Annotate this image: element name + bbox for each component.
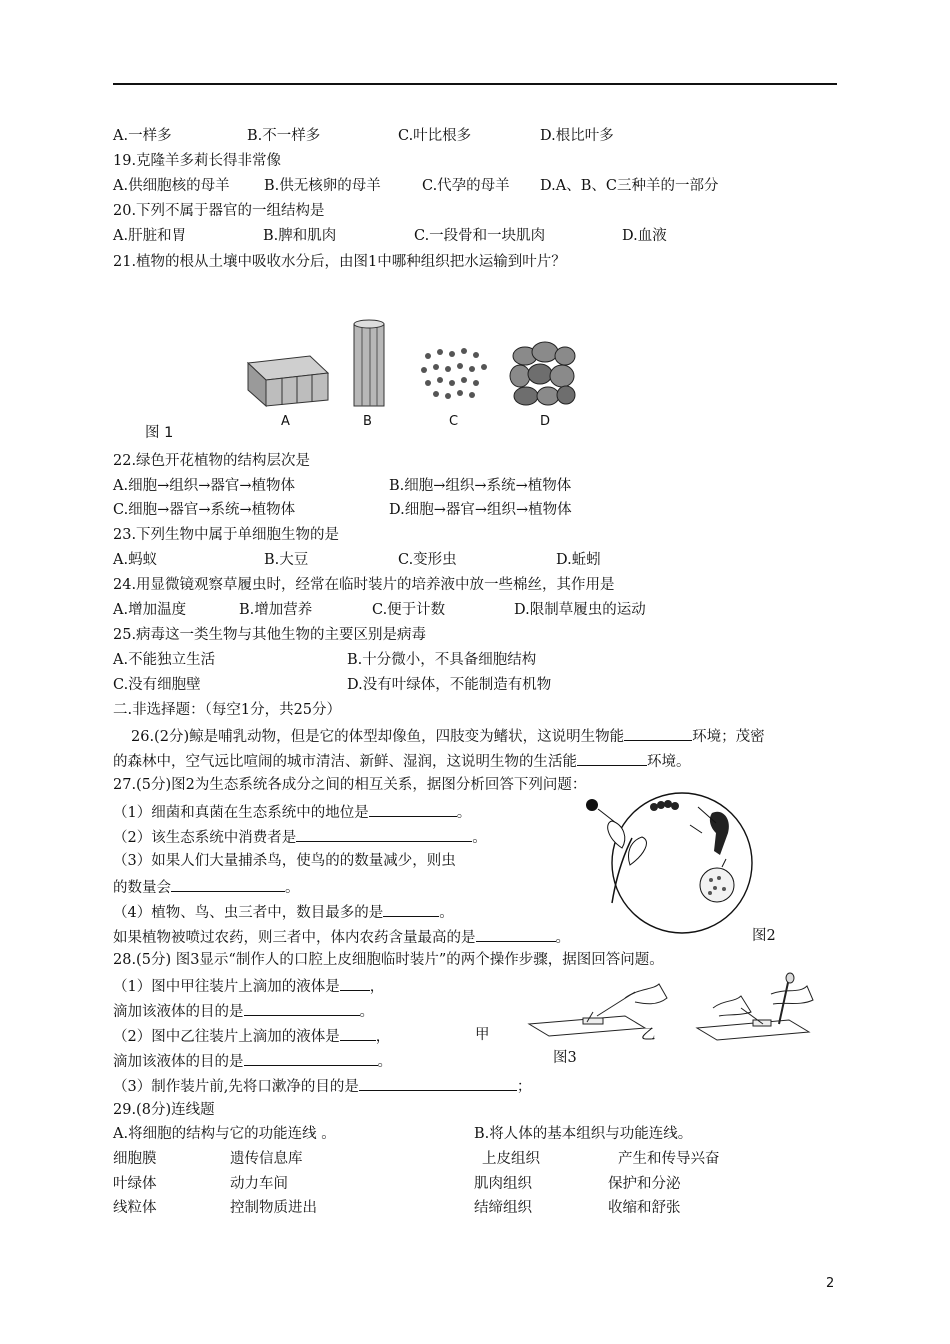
q28-blank-2[interactable]: [244, 1000, 360, 1016]
q29-cell-structure[interactable]: 线粒体: [113, 1200, 157, 1216]
q28-part-2a-text: （2）图中乙往装片上滴加的液体是: [113, 1029, 340, 1045]
q24-option-b[interactable]: B.增加营养: [239, 602, 313, 618]
figure-1-tissues: [240, 318, 600, 410]
caterpillar-icon: [650, 800, 679, 811]
q18-option-c[interactable]: C.叶比根多: [398, 128, 472, 144]
q25-option-b[interactable]: B.十分微小，不具备细胞结构: [347, 652, 537, 668]
q25-option-c[interactable]: C.没有细胞壁: [113, 677, 201, 693]
q29-cell-function[interactable]: 控制物质进出: [230, 1200, 317, 1216]
q27-part-4-text: （4）植物、鸟、虫三者中，数目最多的是: [113, 905, 384, 921]
q26-text-2b: 环境。: [647, 754, 691, 770]
q28-part-2c: [113, 1050, 392, 1072]
q26-text-2a: 的森林中，空气远比喧闹的城市清洁、新鲜、湿润，这说明生物的生活能: [113, 754, 577, 770]
q28-stem: 28.(5分) 图3显示“制作人的口腔上皮细胞临时装片”的两个操作步骤，据图回答问题。: [113, 952, 664, 968]
q20-stem: 20.下列不属于器官的一组结构是: [113, 203, 325, 219]
q27-part-3b-text: 的数量会: [113, 880, 171, 896]
q29-part-a-heading: A.将细胞的结构与它的功能连线 。: [113, 1126, 336, 1142]
q29-cell-function[interactable]: 遗传信息库: [230, 1151, 303, 1167]
q28-blank-4[interactable]: [244, 1050, 378, 1066]
q29-tissue-function[interactable]: 产生和传导兴奋: [618, 1151, 720, 1167]
q27-part-5: [113, 926, 570, 948]
q24-option-a[interactable]: A.增加温度: [113, 602, 187, 618]
q28-part-1a-text: （1）图中甲往装片上滴加的液体是: [113, 979, 340, 995]
sun-icon: [586, 799, 598, 811]
q27-blank-2[interactable]: [296, 826, 472, 842]
q28-blank-5[interactable]: [359, 1075, 517, 1091]
q22-option-d[interactable]: D.细胞→器官→组织→植物体: [389, 502, 572, 518]
q27-stem: 27.(5分)图2为生态系统各成分之间的相互关系，据图分析回答下列问题：: [113, 777, 587, 793]
q27-part-3b: [113, 876, 300, 898]
figure-1-label-b: B: [363, 414, 372, 429]
figure-2-ecosystem: [582, 793, 752, 923]
q27-part-2: [113, 826, 487, 848]
figure-3-label-yi: 乙: [641, 1027, 656, 1043]
q19-option-d[interactable]: D.A、B、C三种羊的一部分: [540, 178, 719, 194]
q27-part-3-end: 。: [285, 880, 300, 896]
q18-option-d[interactable]: D.根比叶多: [540, 128, 614, 144]
q23-option-d[interactable]: D.蚯蚓: [556, 552, 601, 568]
q19-option-a[interactable]: A.供细胞核的母羊: [113, 178, 230, 194]
q27-part-5-text: 如果植物被喷过农药，则三者中，体内农药含量最高的是: [113, 930, 476, 946]
header-rule: [113, 83, 837, 85]
q28-part-2b-text: ，: [375, 1029, 391, 1045]
slide-step-jia-image: [529, 984, 667, 1036]
q22-option-b[interactable]: B.细胞→组织→系统→植物体: [389, 478, 572, 494]
q26-blank-2[interactable]: [577, 750, 647, 766]
q24-stem: 24.用显微镜观察草履虫时，经常在临时装片的培养液中放一些棉丝，其作用是: [113, 577, 615, 593]
q18-option-a[interactable]: A.一样多: [113, 128, 172, 144]
q22-option-a[interactable]: A.细胞→组织→器官→植物体: [113, 478, 296, 494]
figure-3-caption: 图3: [553, 1050, 577, 1066]
q25-stem: 25.病毒这一类生物与其他生物的主要区别是病毒: [113, 627, 427, 643]
q18-option-b[interactable]: B.不一样多: [247, 128, 321, 144]
q28-blank-1[interactable]: [340, 975, 370, 991]
q27-part-1: [113, 801, 471, 823]
figure-1-label-a: A: [281, 414, 290, 429]
q28-part-3-text: （3）制作装片前,先将口漱净的目的是: [113, 1079, 359, 1095]
q26-line-2: [113, 750, 691, 772]
figure-3-slide-steps: [527, 972, 827, 1052]
q24-option-d[interactable]: D.限制草履虫的运动: [514, 602, 646, 618]
slide-step-yi-image: [697, 973, 813, 1040]
q20-option-d[interactable]: D.血液: [622, 228, 667, 244]
q28-part-3-end: ；: [516, 1079, 532, 1095]
q19-option-b[interactable]: B.供无核卵的母羊: [264, 178, 381, 194]
tissue-d-image: [510, 342, 575, 405]
q19-option-c[interactable]: C.代孕的母羊: [422, 178, 510, 194]
figure-2-caption: 图2: [752, 928, 776, 944]
q29-tissue[interactable]: 肌肉组织: [474, 1176, 532, 1192]
q28-part-1a: [113, 975, 384, 997]
figure-1-caption: 图 1: [145, 425, 174, 441]
q27-part-4-end: 。: [439, 905, 454, 921]
q27-part-3a: （3）如果人们大量捕杀鸟，使鸟的的数量减少，则虫: [113, 853, 456, 869]
q27-part-1-text: （1）细菌和真菌在生态系统中的地位是: [113, 805, 369, 821]
q27-part-2-text: （2）该生态系统中消费者是: [113, 830, 297, 846]
q29-tissue-function[interactable]: 收缩和舒张: [608, 1200, 681, 1216]
q26-blank-1[interactable]: [624, 725, 692, 741]
plant-icon: [608, 821, 647, 903]
q25-option-d[interactable]: D.没有叶绿体，不能制造有机物: [347, 677, 552, 693]
q23-option-b[interactable]: B.大豆: [264, 552, 309, 568]
q29-part-b-heading: B.将人体的基本组织与功能连线。: [474, 1126, 693, 1142]
tissue-a-image: [248, 356, 328, 406]
q19-stem: 19.克隆羊多莉长得非常像: [113, 153, 282, 169]
q23-stem: 23.下列生物中属于单细胞生物的是: [113, 527, 340, 543]
q26-text-1a: 26.(2分)鲸是哺乳动物，但是它的体型却像鱼，四肢变为鳍状，这说明生物能: [131, 729, 625, 745]
q28-part-2-end: 。: [377, 1054, 392, 1070]
microbe-icon: [700, 868, 734, 902]
q29-tissue[interactable]: 结缔组织: [474, 1200, 532, 1216]
q26-line-1: [131, 725, 765, 747]
q24-option-c[interactable]: C.便于计数: [372, 602, 446, 618]
q27-blank-3[interactable]: [171, 876, 285, 892]
q28-blank-3[interactable]: [340, 1025, 376, 1041]
figure-1-label-d: D: [540, 414, 551, 429]
q20-option-a[interactable]: A.肝脏和胃: [113, 228, 187, 244]
q29-stem: 29.(8分)连线题: [113, 1102, 215, 1118]
q29-cell-function[interactable]: 动力车间: [230, 1176, 288, 1192]
q28-part-2a: [113, 1025, 390, 1047]
q23-option-c[interactable]: C.变形虫: [398, 552, 457, 568]
q28-part-1b-text: ，: [369, 979, 385, 995]
q28-part-1c-text: 滴加该液体的目的是: [113, 1004, 244, 1020]
q20-option-b[interactable]: B.脾和肌肉: [263, 228, 337, 244]
q28-part-2c-text: 滴加该液体的目的是: [113, 1054, 244, 1070]
q27-blank-5[interactable]: [476, 926, 556, 942]
figure-1-label-c: C: [449, 414, 459, 429]
q21-stem: 21.植物的根从土壤中吸收水分后，由图1中哪种组织把水运输到叶片？: [113, 254, 566, 270]
q20-option-c[interactable]: C.一段骨和一块肌肉: [414, 228, 546, 244]
q27-part-1-end: 。: [456, 805, 472, 821]
q27-blank-1[interactable]: [369, 801, 457, 817]
q26-text-1b: 环境；茂密: [692, 729, 765, 745]
q22-stem: 22.绿色开花植物的结构层次是: [113, 453, 311, 469]
q27-part-4: [113, 901, 454, 923]
q23-option-a[interactable]: A.蚂蚁: [113, 552, 158, 568]
q29-cell-structure[interactable]: 细胞膜: [113, 1151, 157, 1167]
q27-part-5-end: 。: [555, 930, 570, 946]
page-number: 2: [826, 1276, 835, 1291]
tissue-c-image: [421, 348, 487, 399]
q29-tissue-function[interactable]: 保护和分泌: [608, 1176, 681, 1192]
q28-part-1c: [113, 1000, 374, 1022]
q28-part-1-end: 。: [359, 1004, 374, 1020]
figure-3-label-jia: 甲: [475, 1027, 490, 1043]
q22-option-c[interactable]: C.细胞→器官→系统→植物体: [113, 502, 296, 518]
q25-option-a[interactable]: A.不能独立生活: [113, 652, 216, 668]
q28-part-3: [113, 1075, 531, 1097]
q29-tissue[interactable]: 上皮组织: [482, 1151, 540, 1167]
tissue-b-image: [354, 320, 384, 406]
q27-part-2-end: 。: [472, 830, 487, 846]
section-2-heading: 二.非选择题：（每空1分，共25分）: [113, 702, 342, 718]
q27-blank-4[interactable]: [383, 901, 439, 917]
q29-cell-structure[interactable]: 叶绿体: [113, 1176, 157, 1192]
bird-icon: [698, 807, 729, 855]
